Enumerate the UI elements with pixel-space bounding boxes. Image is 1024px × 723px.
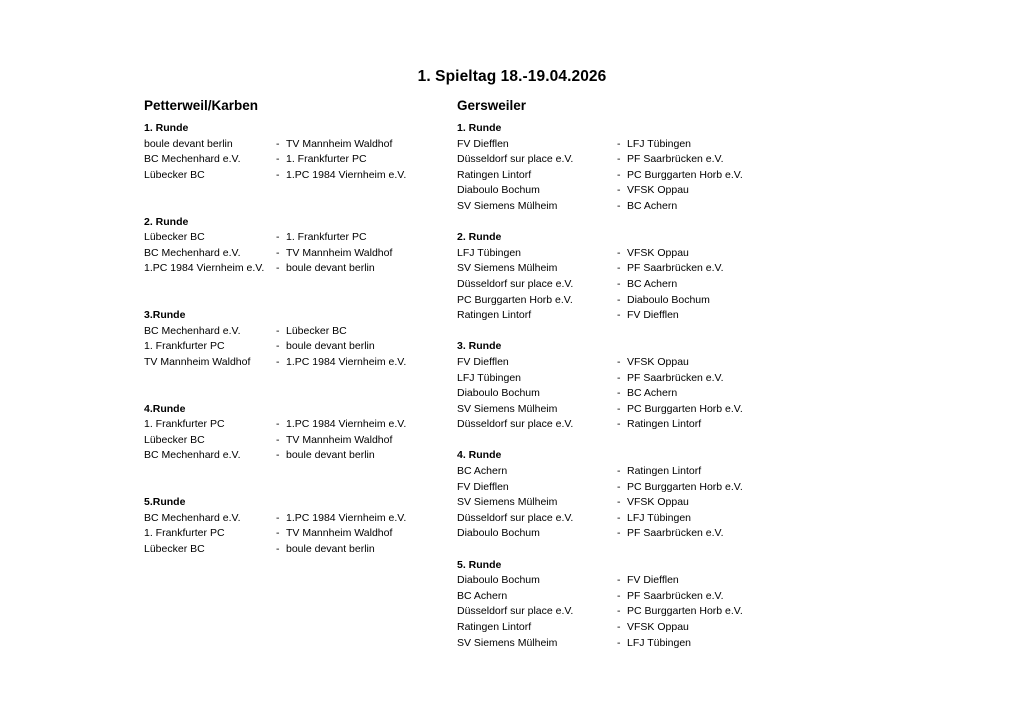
match-row bbox=[457, 277, 787, 293]
match-separator: - bbox=[617, 402, 621, 415]
match-separator: - bbox=[617, 605, 621, 618]
column-heading: Petterweil/Karben bbox=[144, 98, 259, 113]
round-spacer bbox=[144, 464, 444, 480]
match-row bbox=[457, 183, 787, 199]
match-home-team: Düsseldorf sur place e.V. bbox=[457, 605, 574, 618]
match-home-team: SV Siemens Mülheim bbox=[457, 636, 558, 649]
match-home-team: BC Achern bbox=[457, 589, 508, 602]
match-home-team: BC Mechenhard e.V. bbox=[144, 246, 241, 259]
match-home-team: Düsseldorf sur place e.V. bbox=[457, 153, 574, 166]
match-row bbox=[144, 526, 444, 542]
round-spacer bbox=[144, 277, 444, 293]
round-block bbox=[457, 448, 787, 557]
match-away-team: BC Achern bbox=[627, 277, 678, 290]
round-block bbox=[144, 121, 444, 215]
match-row bbox=[457, 137, 787, 153]
match-home-team: Düsseldorf sur place e.V. bbox=[457, 277, 574, 290]
match-away-team: PF Saarbrücken e.V. bbox=[627, 262, 724, 275]
match-separator: - bbox=[617, 589, 621, 602]
match-home-team: 1. Frankfurter PC bbox=[144, 527, 225, 540]
match-separator: - bbox=[617, 153, 621, 166]
round-label: 2. Runde bbox=[457, 231, 502, 244]
match-away-team: 1.PC 1984 Viernheim e.V. bbox=[286, 418, 407, 431]
match-home-team: FV Diefflen bbox=[457, 480, 509, 493]
match-away-team: Diaboulo Bochum bbox=[627, 293, 710, 306]
match-home-team: SV Siemens Mülheim bbox=[457, 199, 558, 212]
round-block bbox=[457, 121, 787, 230]
match-home-team: Ratingen Lintorf bbox=[457, 309, 532, 322]
match-away-team: BC Achern bbox=[627, 387, 678, 400]
match-row bbox=[144, 246, 444, 262]
match-separator: - bbox=[276, 340, 280, 353]
match-row bbox=[457, 636, 787, 652]
match-row bbox=[144, 417, 444, 433]
match-away-team: VFSK Oppau bbox=[627, 184, 689, 197]
round-block bbox=[144, 402, 444, 496]
match-separator: - bbox=[276, 231, 280, 244]
match-row bbox=[144, 433, 444, 449]
rounds-list bbox=[457, 121, 787, 651]
match-row bbox=[144, 230, 444, 246]
round-label: 3. Runde bbox=[457, 340, 502, 353]
match-away-team: boule devant berlin bbox=[286, 340, 375, 353]
match-away-team: PF Saarbrücken e.V. bbox=[627, 589, 724, 602]
match-row bbox=[457, 199, 787, 215]
match-separator: - bbox=[617, 168, 621, 181]
match-separator: - bbox=[617, 293, 621, 306]
match-away-team: Ratingen Lintorf bbox=[627, 465, 702, 478]
match-away-team: 1. Frankfurter PC bbox=[286, 153, 367, 166]
round-label: 5. Runde bbox=[457, 558, 502, 571]
match-home-team: Ratingen Lintorf bbox=[457, 621, 532, 633]
column-petterweil-karben bbox=[144, 98, 444, 558]
round-label: 3.Runde bbox=[144, 309, 186, 322]
match-away-team: PF Saarbrücken e.V. bbox=[627, 527, 724, 540]
match-away-team: 1.PC 1984 Viernheim e.V. bbox=[286, 511, 407, 524]
match-row bbox=[144, 339, 444, 355]
page-title: 1. Spieltag 18.-19.04.2026 bbox=[417, 68, 607, 85]
match-separator: - bbox=[617, 636, 621, 649]
match-separator: - bbox=[276, 543, 280, 556]
match-row bbox=[144, 261, 444, 277]
match-away-team: LFJ Tübingen bbox=[627, 636, 692, 649]
match-home-team: LFJ Tübingen bbox=[457, 371, 522, 384]
match-home-team: Diaboulo Bochum bbox=[457, 387, 540, 400]
match-home-team: FV Diefflen bbox=[457, 137, 509, 150]
match-away-team: Lübecker BC bbox=[286, 324, 347, 337]
match-away-team: boule devant berlin bbox=[286, 449, 375, 462]
match-row bbox=[144, 324, 444, 340]
match-home-team: PC Burggarten Horb e.V. bbox=[457, 293, 573, 306]
match-separator: - bbox=[276, 262, 280, 275]
match-separator: - bbox=[276, 246, 280, 259]
match-away-team: boule devant berlin bbox=[286, 543, 375, 556]
match-separator: - bbox=[617, 387, 621, 400]
match-row bbox=[144, 152, 444, 168]
match-home-team: 1.PC 1984 Viernheim e.V. bbox=[144, 262, 265, 275]
match-separator: - bbox=[617, 480, 621, 493]
match-away-team: PC Burggarten Horb e.V. bbox=[627, 168, 743, 181]
match-separator: - bbox=[617, 262, 621, 275]
match-separator: - bbox=[617, 574, 621, 587]
rounds-list bbox=[144, 121, 444, 558]
match-row bbox=[457, 604, 787, 620]
match-away-team: VFSK Oppau bbox=[627, 355, 689, 368]
match-separator: - bbox=[617, 309, 621, 322]
round-spacer bbox=[144, 293, 444, 309]
match-row bbox=[457, 620, 787, 636]
match-row bbox=[457, 386, 787, 402]
round-block bbox=[144, 215, 444, 309]
column-gersweiler bbox=[457, 98, 787, 651]
match-row bbox=[457, 417, 787, 433]
match-separator: - bbox=[276, 418, 280, 431]
match-separator: - bbox=[617, 184, 621, 197]
match-home-team: boule devant berlin bbox=[144, 137, 233, 150]
match-away-team: Ratingen Lintorf bbox=[627, 418, 702, 431]
match-row bbox=[457, 402, 787, 418]
match-separator: - bbox=[276, 449, 280, 462]
round-block bbox=[457, 230, 787, 339]
match-home-team: Ratingen Lintorf bbox=[457, 168, 532, 181]
match-separator: - bbox=[276, 137, 280, 150]
match-away-team: 1. Frankfurter PC bbox=[286, 231, 367, 244]
match-row bbox=[144, 542, 444, 558]
round-spacer bbox=[457, 324, 787, 340]
round-spacer bbox=[457, 433, 787, 449]
match-home-team: BC Mechenhard e.V. bbox=[144, 449, 241, 462]
match-separator: - bbox=[617, 496, 621, 509]
round-spacer bbox=[144, 371, 444, 387]
round-block bbox=[457, 339, 787, 448]
column-heading: Gersweiler bbox=[457, 98, 527, 113]
match-separator: - bbox=[276, 527, 280, 540]
round-spacer bbox=[144, 183, 444, 199]
round-block bbox=[457, 558, 787, 652]
match-home-team: Lübecker BC bbox=[144, 433, 205, 446]
round-spacer bbox=[144, 199, 444, 215]
match-away-team: LFJ Tübingen bbox=[627, 511, 692, 524]
match-home-team: LFJ Tübingen bbox=[457, 246, 522, 259]
round-block bbox=[144, 495, 444, 557]
match-row bbox=[144, 137, 444, 153]
match-home-team: BC Mechenhard e.V. bbox=[144, 153, 241, 166]
match-row bbox=[457, 589, 787, 605]
match-home-team: 1. Frankfurter PC bbox=[144, 340, 225, 353]
match-separator: - bbox=[276, 153, 280, 166]
match-away-team: TV Mannheim Waldhof bbox=[286, 246, 393, 259]
match-row bbox=[457, 511, 787, 527]
round-spacer bbox=[144, 386, 444, 402]
match-home-team: Lübecker BC bbox=[144, 231, 205, 244]
match-home-team: BC Mechenhard e.V. bbox=[144, 511, 241, 524]
match-away-team: TV Mannheim Waldhof bbox=[286, 137, 393, 150]
match-row bbox=[144, 448, 444, 464]
match-away-team: PC Burggarten Horb e.V. bbox=[627, 605, 743, 618]
match-home-team: FV Diefflen bbox=[457, 355, 509, 368]
match-home-team: SV Siemens Mülheim bbox=[457, 262, 558, 275]
match-separator: - bbox=[617, 511, 621, 524]
round-label: 4.Runde bbox=[144, 402, 186, 415]
round-label: 2. Runde bbox=[144, 215, 189, 228]
round-label: 1. Runde bbox=[457, 122, 502, 134]
match-row bbox=[144, 355, 444, 371]
match-away-team: PF Saarbrücken e.V. bbox=[627, 371, 724, 384]
match-separator: - bbox=[617, 371, 621, 384]
match-row bbox=[457, 246, 787, 262]
match-away-team: PF Saarbrücken e.V. bbox=[627, 153, 724, 166]
match-separator: - bbox=[617, 418, 621, 431]
match-separator: - bbox=[617, 199, 621, 212]
match-away-team: VFSK Oppau bbox=[627, 496, 689, 509]
match-row bbox=[457, 355, 787, 371]
match-row bbox=[457, 495, 787, 511]
match-home-team: Düsseldorf sur place e.V. bbox=[457, 511, 574, 524]
match-row bbox=[144, 168, 444, 184]
match-row bbox=[457, 464, 787, 480]
match-away-team: 1.PC 1984 Viernheim e.V. bbox=[286, 355, 407, 368]
match-away-team: VFSK Oppau bbox=[627, 246, 689, 259]
match-separator: - bbox=[617, 527, 621, 540]
match-separator: - bbox=[276, 511, 280, 524]
match-away-team: PC Burggarten Horb e.V. bbox=[627, 480, 743, 493]
match-row bbox=[457, 261, 787, 277]
match-separator: - bbox=[617, 277, 621, 290]
match-separator: - bbox=[276, 355, 280, 368]
match-home-team: BC Achern bbox=[457, 465, 508, 478]
match-row bbox=[457, 152, 787, 168]
match-separator: - bbox=[276, 324, 280, 337]
match-home-team: TV Mannheim Waldhof bbox=[144, 355, 251, 368]
match-home-team: Diaboulo Bochum bbox=[457, 574, 540, 587]
match-separator: - bbox=[617, 137, 621, 150]
match-away-team: FV Diefflen bbox=[627, 309, 679, 322]
match-away-team: BC Achern bbox=[627, 199, 678, 212]
match-away-team: VFSK Oppau bbox=[627, 621, 689, 633]
round-block bbox=[144, 308, 444, 402]
match-away-team: TV Mannheim Waldhof bbox=[286, 433, 393, 446]
match-row bbox=[457, 480, 787, 496]
match-separator: - bbox=[276, 433, 280, 446]
match-separator: - bbox=[276, 168, 280, 181]
match-home-team: Diaboulo Bochum bbox=[457, 184, 540, 197]
match-row bbox=[457, 371, 787, 387]
match-away-team: PC Burggarten Horb e.V. bbox=[627, 402, 743, 415]
match-home-team: SV Siemens Mülheim bbox=[457, 496, 558, 509]
match-home-team: Lübecker BC bbox=[144, 168, 205, 181]
match-home-team: BC Mechenhard e.V. bbox=[144, 324, 241, 337]
match-away-team: LFJ Tübingen bbox=[627, 137, 692, 150]
match-away-team: 1.PC 1984 Viernheim e.V. bbox=[286, 168, 407, 181]
match-separator: - bbox=[617, 246, 621, 259]
round-spacer bbox=[457, 542, 787, 558]
match-home-team: Düsseldorf sur place e.V. bbox=[457, 418, 574, 431]
round-spacer bbox=[457, 215, 787, 231]
match-away-team: boule devant berlin bbox=[286, 262, 375, 275]
match-row bbox=[144, 511, 444, 527]
round-label: 1. Runde bbox=[144, 122, 189, 134]
match-away-team: FV Diefflen bbox=[627, 574, 679, 587]
match-row bbox=[457, 526, 787, 542]
match-separator: - bbox=[617, 465, 621, 478]
match-row bbox=[457, 308, 787, 324]
round-label: 4. Runde bbox=[457, 449, 502, 462]
match-row bbox=[457, 573, 787, 589]
match-home-team: Diaboulo Bochum bbox=[457, 527, 540, 540]
match-home-team: SV Siemens Mülheim bbox=[457, 402, 558, 415]
match-row bbox=[457, 168, 787, 184]
match-away-team: TV Mannheim Waldhof bbox=[286, 527, 393, 540]
match-separator: - bbox=[617, 621, 621, 633]
match-home-team: 1. Frankfurter PC bbox=[144, 418, 225, 431]
round-label: 5.Runde bbox=[144, 496, 186, 509]
match-row bbox=[457, 293, 787, 309]
match-home-team: Lübecker BC bbox=[144, 543, 205, 556]
match-separator: - bbox=[617, 355, 621, 368]
round-spacer bbox=[144, 480, 444, 496]
